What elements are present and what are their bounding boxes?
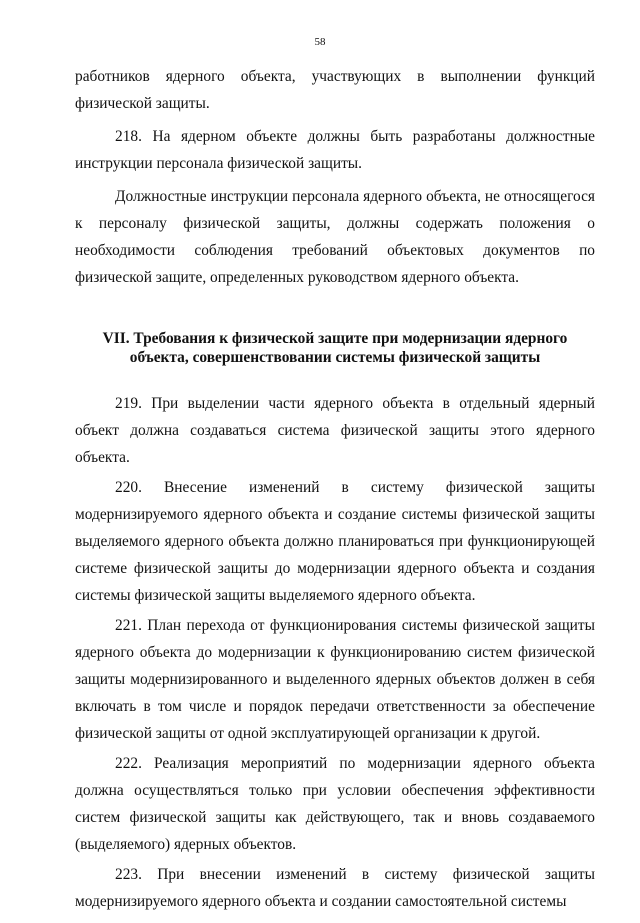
- paragraph-218-continued: Должностные инструкции персонала ядерного объекта, не относящегося к персоналу физической защиты, должны содержать положения о необходимости соблюдения требований объектовых документов по физической защите, определенных руководством ядерного объекта.: [75, 188, 595, 286]
- page-number: 58: [314, 36, 326, 48]
- paragraph-221: 221. План перехода от функционирования системы физической защиты ядерного объекта до модернизации к функционированию систем физической защиты модернизированного и выделенного ядерных объектов должен в себя включать в том числе и порядок передачи ответственности за обеспечение физической защиты от одной эксплуатирующей организации к другой.: [75, 617, 595, 742]
- paragraph-223: 223. При внесении изменений в систему физической защиты модернизируемого ядерного объекта и создании самостоятельной системы: [75, 866, 595, 910]
- section-heading-line-1: VII. Требования к физической защите при модернизации ядерного: [102, 330, 568, 347]
- paragraph-219: 219. При выделении части ядерного объекта в отдельный ядерный объект должна создаваться система физической защиты этого ядерного объекта.: [75, 395, 595, 466]
- section-heading: [75, 329, 595, 367]
- paragraph-220: 220. Внесение изменений в систему физической защиты модернизируемого ядерного объекта и создание системы физической защиты выделяемого ядерного объекта должно планироваться при функционирующей системе физической защиты до модернизации ядерного объекта и создания системы физической защиты выделяемого ядерного объекта.: [75, 479, 595, 604]
- paragraph-222: 222. Реализация мероприятий по модернизации ядерного объекта должна осуществляться только при условии обеспечения эффективности систем физической защиты как действующего, так и вновь создаваемого (выделяемого) ядерных объектов.: [75, 755, 595, 853]
- section-heading-line-2: объекта, совершенствовании системы физической защиты: [129, 349, 541, 366]
- paragraph-continuation: работников ядерного объекта, участвующих в выполнении функций физической защиты.: [75, 68, 595, 112]
- paragraph-218: 218. На ядерном объекте должны быть разработаны должностные инструкции персонала физической защиты.: [75, 128, 595, 172]
- document-body: [75, 63, 595, 915]
